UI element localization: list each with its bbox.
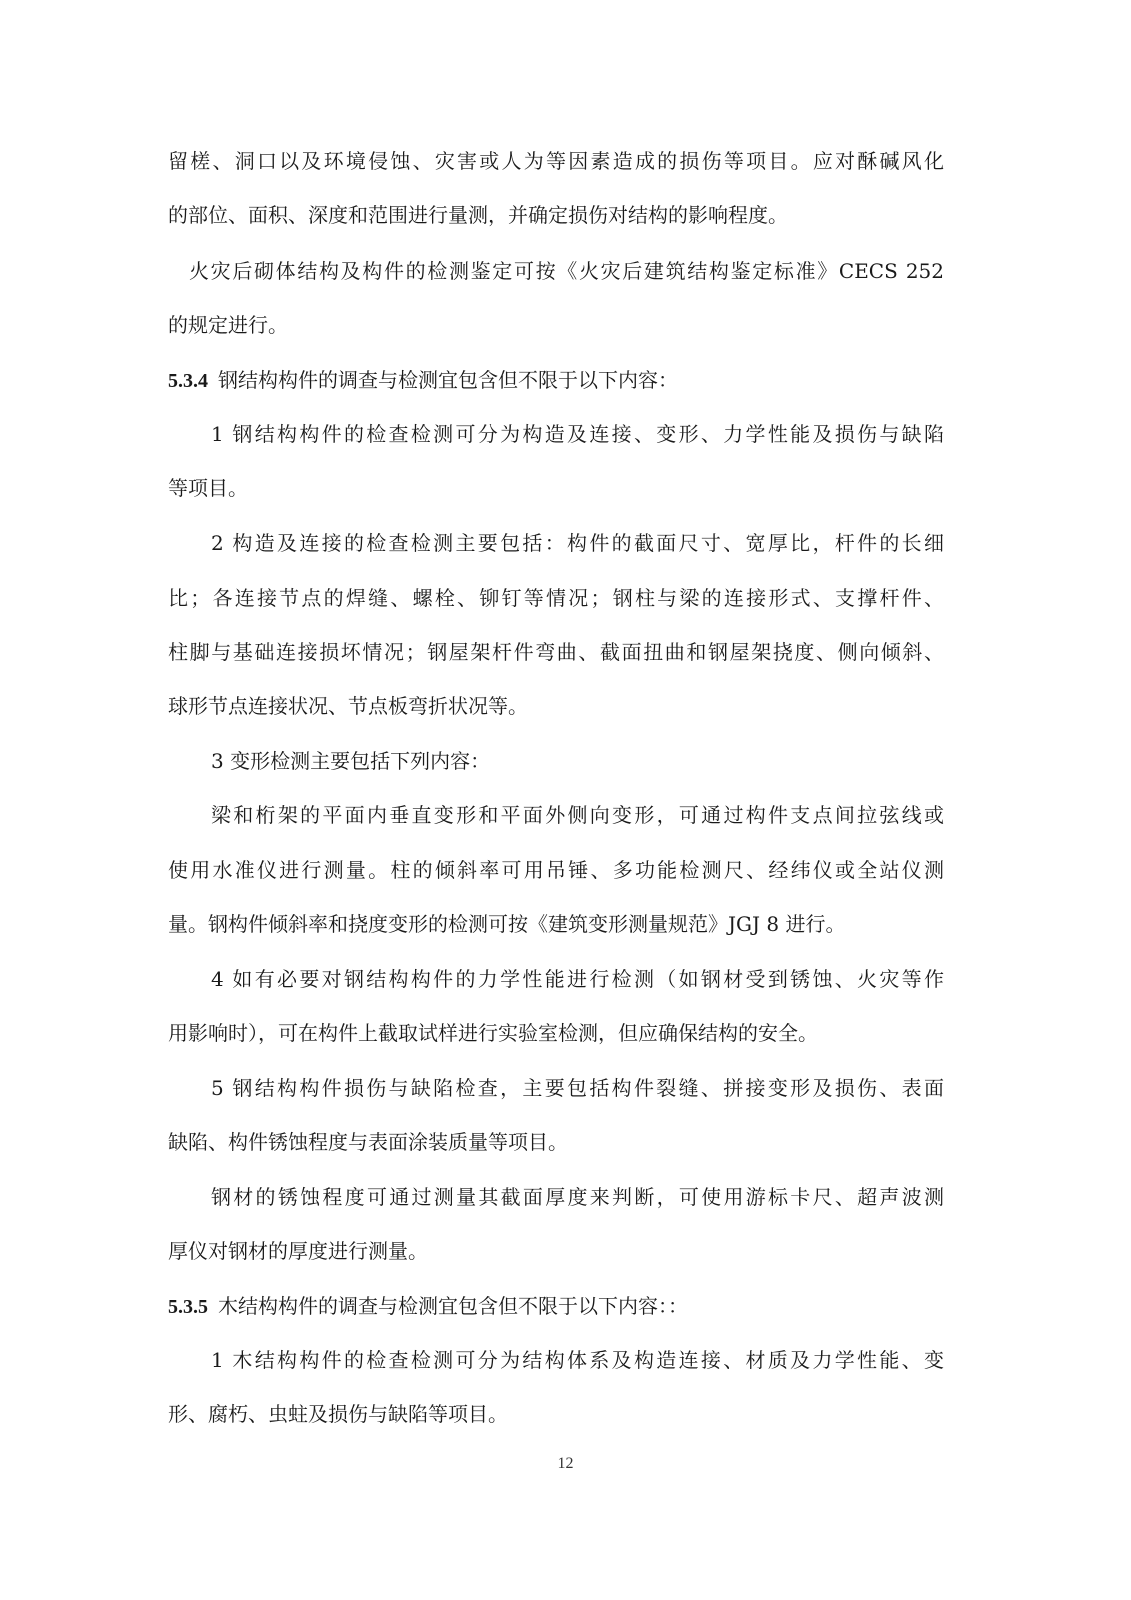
body-line: 比；各连接节点的焊缝、螺栓、铆钉等情况；钢柱与梁的连接形式、支撑杆件、	[168, 586, 944, 610]
body-line: 球形节点连接状况、节点板弯折状况等。	[168, 694, 528, 718]
body-line: 2 构造及连接的检查检测主要包括：构件的截面尺寸、宽厚比，杆件的长细	[211, 531, 944, 555]
body-line: 使用水准仪进行测量。柱的倾斜率可用吊锤、多功能检测尺、经纬仪或全站仪测	[168, 858, 944, 882]
body-line: 用影响时），可在构件上截取试样进行实验室检测，但应确保结构的安全。	[168, 1021, 818, 1045]
body-line: 的部位、面积、深度和范围进行量测，并确定损伤对结构的影响程度。	[168, 203, 788, 227]
body-line: 4 如有必要对钢结构构件的力学性能进行检测（如钢材受到锈蚀、火灾等作	[211, 967, 944, 991]
body-line: 量。钢构件倾斜率和挠度变形的检测可按《建筑变形测量规范》JGJ 8 进行。	[168, 912, 846, 936]
body-line: 缺陷、构件锈蚀程度与表面涂装质量等项目。	[168, 1130, 568, 1154]
body-line: 柱脚与基础连接损坏情况；钢屋架杆件弯曲、截面扭曲和钢屋架挠度、侧向倾斜、	[168, 640, 944, 664]
body-line: 等项目。	[168, 476, 248, 500]
section-title: 钢结构构件的调查与检测宜包含但不限于以下内容：	[218, 368, 678, 392]
body-line: 的规定进行。	[168, 313, 288, 337]
section-heading-5-3-5	[168, 1288, 944, 1324]
body-line: 钢材的锈蚀程度可通过测量其截面厚度来判断，可使用游标卡尺、超声波测	[211, 1185, 944, 1209]
body-line: 1 钢结构构件的检查检测可分为构造及连接、变形、力学性能及损伤与缺陷	[211, 422, 944, 446]
body-line: 形、腐朽、虫蛀及损伤与缺陷等项目。	[168, 1402, 508, 1426]
section-heading-5-3-4	[168, 362, 944, 398]
body-line: 厚仪对钢材的厚度进行测量。	[168, 1239, 428, 1263]
body-line: 5 钢结构构件损伤与缺陷检查，主要包括构件裂缝、拼接变形及损伤、表面	[211, 1076, 944, 1100]
body-line: 3 变形检测主要包括下列内容：	[211, 749, 491, 773]
page-number: 12	[557, 1455, 574, 1472]
body-line: 梁和桁架的平面内垂直变形和平面外侧向变形，可通过构件支点间拉弦线或	[211, 803, 944, 827]
body-line: 火灾后砌体结构及构件的检测鉴定可按《火灾后建筑结构鉴定标准》CECS 252	[189, 259, 944, 283]
section-number: 5.3.5	[168, 1296, 208, 1318]
section-title: 木结构构件的调查与检测宜包含但不限于以下内容：：	[218, 1294, 688, 1318]
section-number: 5.3.4	[168, 370, 208, 392]
body-line: 留槎、洞口以及环境侵蚀、灾害或人为等因素造成的损伤等项目。应对酥碱风化	[168, 149, 944, 173]
body-line: 1 木结构构件的检查检测可分为结构体系及构造连接、材质及力学性能、变	[211, 1348, 944, 1372]
